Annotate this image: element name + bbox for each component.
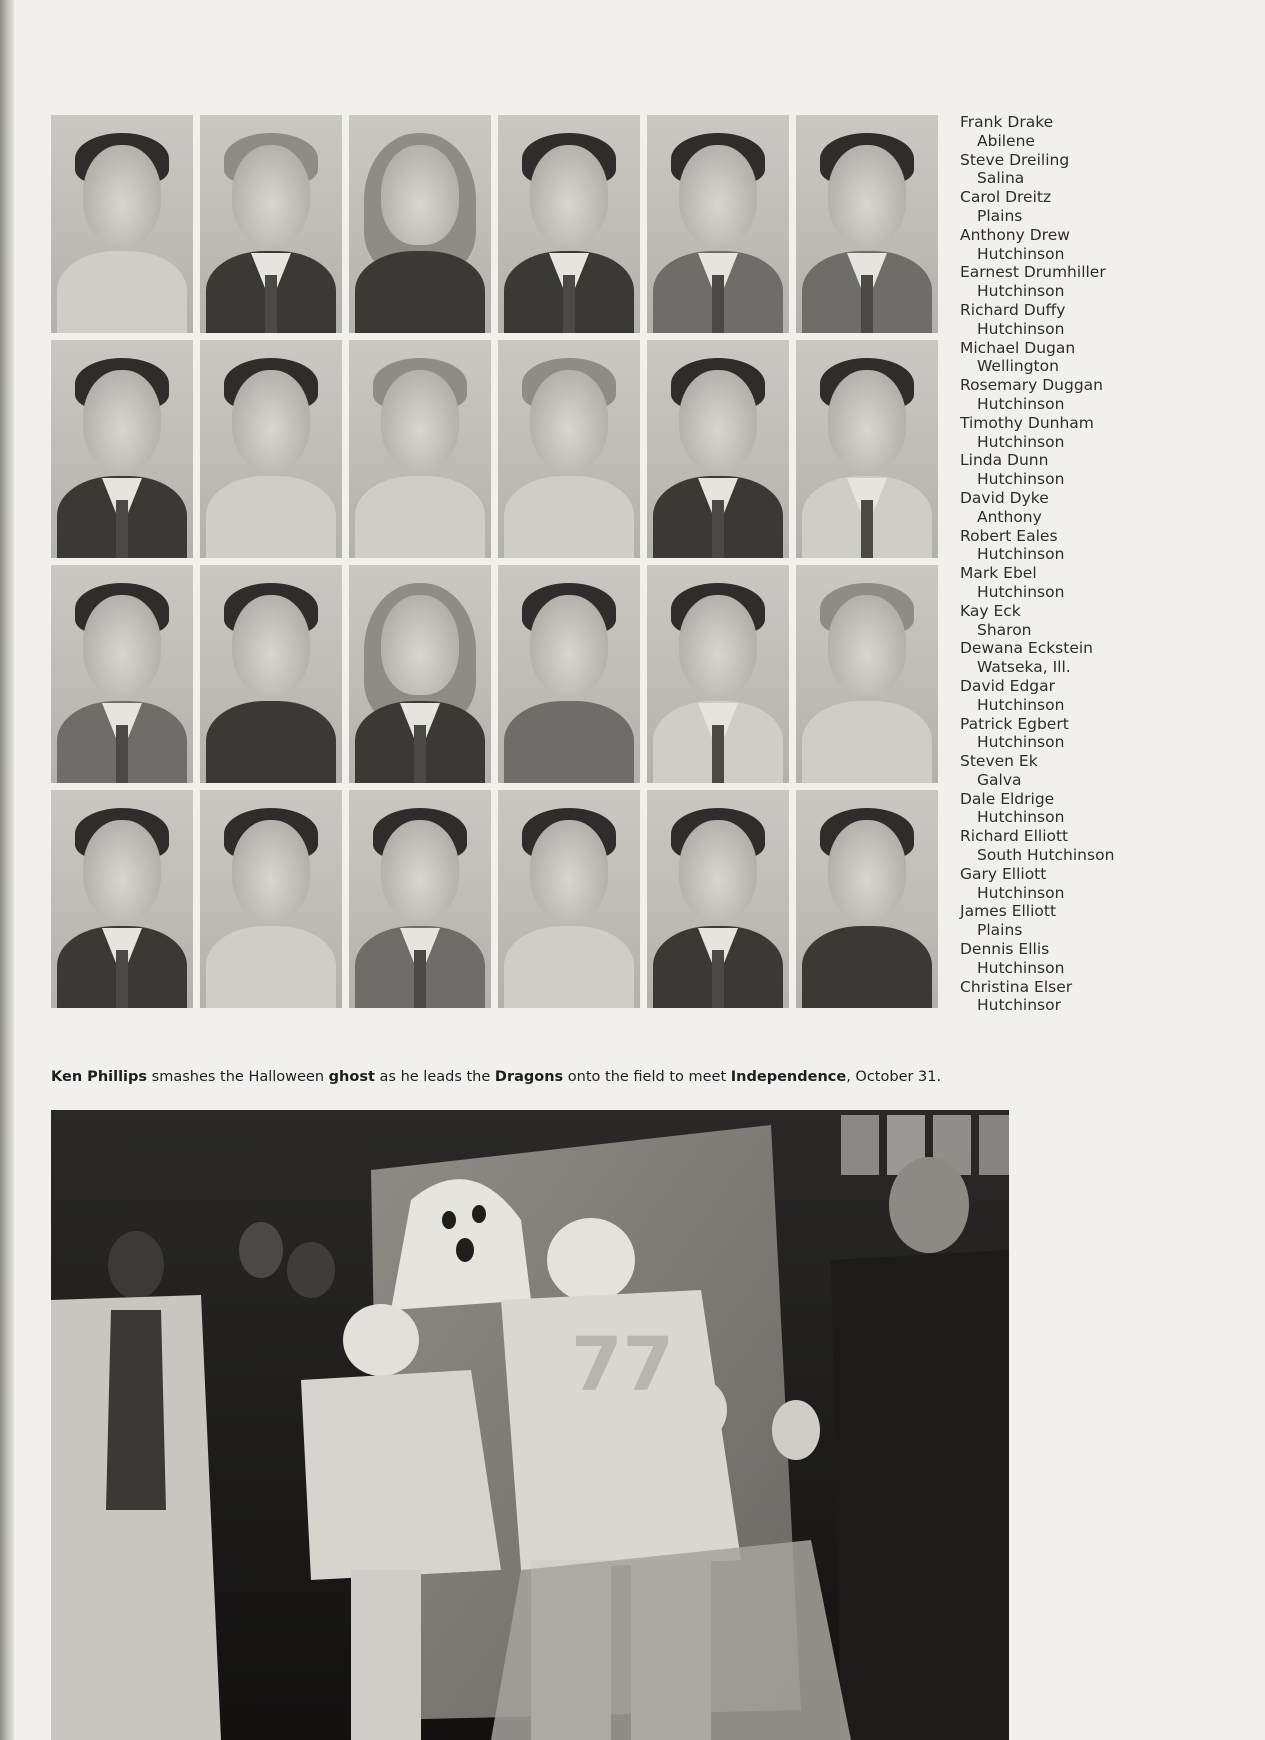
portrait-tie bbox=[712, 725, 724, 783]
student-entry bbox=[960, 752, 1260, 790]
student-name: Timothy Dunham bbox=[960, 413, 1094, 432]
student-portrait bbox=[498, 790, 640, 1008]
student-entry bbox=[960, 715, 1260, 753]
student-hometown: Hutchinson bbox=[977, 432, 1065, 451]
student-name: Carol Dreitz bbox=[960, 188, 1052, 207]
student-name: Kay Eck bbox=[960, 601, 1021, 620]
student-hometown: Hutchinson bbox=[977, 470, 1065, 489]
student-name: Dewana Eckstein bbox=[960, 639, 1094, 658]
student-entry bbox=[960, 639, 1260, 677]
portrait-clothing bbox=[504, 926, 634, 1008]
student-hometown: Sharon bbox=[977, 620, 1032, 639]
student-name-list bbox=[960, 113, 1260, 1015]
student-hometown: Salina bbox=[977, 169, 1025, 188]
student-hometown: Plains bbox=[977, 921, 1023, 940]
student-name: Rosemary Duggan bbox=[960, 376, 1103, 395]
portrait-tie bbox=[116, 500, 128, 558]
student-entry bbox=[960, 978, 1260, 1016]
student-portrait bbox=[200, 565, 342, 783]
student-name: David Edgar bbox=[960, 676, 1056, 695]
student-name: Dennis Ellis bbox=[960, 940, 1050, 959]
portrait-tie bbox=[712, 500, 724, 558]
portrait-clothing bbox=[355, 476, 485, 558]
portrait-face bbox=[679, 145, 757, 245]
portrait-grid bbox=[51, 115, 936, 1010]
caption-text-4: , October 31. bbox=[846, 1069, 942, 1085]
student-portrait bbox=[647, 790, 789, 1008]
student-name: Anthony Drew bbox=[960, 225, 1070, 244]
student-entry bbox=[960, 489, 1260, 527]
portrait-face bbox=[828, 595, 906, 695]
caption-text-2: as he leads the bbox=[374, 1069, 495, 1085]
student-name: Dale Eldrige bbox=[960, 789, 1055, 808]
torn-paper bbox=[491, 1540, 851, 1740]
portrait-clothing bbox=[57, 251, 187, 333]
student-hometown: Hutchinson bbox=[977, 282, 1065, 301]
student-entry bbox=[960, 263, 1260, 301]
helmet bbox=[675, 1380, 727, 1440]
student-entry bbox=[960, 151, 1260, 189]
portrait-tie bbox=[861, 275, 873, 333]
portrait-tie bbox=[414, 725, 426, 783]
portrait-clothing bbox=[206, 476, 336, 558]
student-entry bbox=[960, 113, 1260, 151]
portrait-face bbox=[530, 370, 608, 470]
caption-bold-1: Ken Phillips bbox=[51, 1069, 148, 1085]
student-entry bbox=[960, 677, 1260, 715]
student-portrait bbox=[498, 565, 640, 783]
student-portrait bbox=[51, 115, 193, 333]
student-hometown: Plains bbox=[977, 206, 1023, 225]
student-name: Gary Elliott bbox=[960, 864, 1047, 883]
portrait-face bbox=[83, 145, 161, 245]
portrait-tie bbox=[116, 725, 128, 783]
student-portrait bbox=[349, 340, 491, 558]
student-hometown: Galva bbox=[977, 770, 1022, 789]
student-name: Steve Dreiling bbox=[960, 150, 1070, 169]
student-hometown: South Hutchinson bbox=[977, 846, 1115, 865]
caption-text-3: onto the field to meet bbox=[563, 1069, 731, 1085]
student-hometown: Hutchinson bbox=[977, 394, 1065, 413]
student-portrait bbox=[51, 790, 193, 1008]
student-entry bbox=[960, 376, 1260, 414]
portrait-face bbox=[83, 595, 161, 695]
student-name: Linda Dunn bbox=[960, 451, 1049, 470]
portrait-face bbox=[530, 820, 608, 920]
student-entry bbox=[960, 339, 1260, 377]
student-hometown: Hutchinsor bbox=[977, 996, 1061, 1015]
student-name: Robert Eales bbox=[960, 526, 1058, 545]
student-entry bbox=[960, 188, 1260, 226]
portrait-tie bbox=[712, 950, 724, 1008]
portrait-face bbox=[828, 370, 906, 470]
student-name: Mark Ebel bbox=[960, 564, 1037, 583]
student-hometown: Hutchinson bbox=[977, 545, 1065, 564]
student-portrait bbox=[498, 115, 640, 333]
portrait-face bbox=[83, 820, 161, 920]
student-hometown: Hutchinson bbox=[977, 808, 1065, 827]
student-name: David Dyke bbox=[960, 488, 1049, 507]
student-portrait bbox=[498, 340, 640, 558]
portrait-face bbox=[828, 820, 906, 920]
jersey-number: 77 bbox=[571, 1322, 674, 1408]
student-portrait bbox=[349, 115, 491, 333]
portrait-face bbox=[530, 145, 608, 245]
portrait-clothing bbox=[504, 701, 634, 783]
student-entry bbox=[960, 414, 1260, 452]
caption-text-1: smashes the Halloween bbox=[147, 1069, 329, 1085]
portrait-face bbox=[679, 820, 757, 920]
portrait-face bbox=[232, 145, 310, 245]
student-portrait bbox=[796, 790, 938, 1008]
student-entry bbox=[960, 301, 1260, 339]
portrait-face bbox=[232, 370, 310, 470]
football-action-photo bbox=[51, 1110, 1009, 1740]
student-portrait bbox=[200, 115, 342, 333]
caption-bold-2: ghost bbox=[328, 1069, 375, 1085]
portrait-face bbox=[679, 370, 757, 470]
portrait-tie bbox=[712, 275, 724, 333]
portrait-face bbox=[679, 595, 757, 695]
portrait-tie bbox=[116, 950, 128, 1008]
student-name: Frank Drake bbox=[960, 113, 1054, 131]
student-hometown: Hutchinson bbox=[977, 733, 1065, 752]
student-portrait bbox=[796, 340, 938, 558]
portrait-clothing bbox=[206, 701, 336, 783]
student-portrait bbox=[51, 565, 193, 783]
student-name: Patrick Egbert bbox=[960, 714, 1069, 733]
student-hometown: Hutchinson bbox=[977, 582, 1065, 601]
helmet bbox=[772, 1400, 820, 1460]
portrait-face bbox=[232, 595, 310, 695]
student-entry bbox=[960, 527, 1260, 565]
portrait-face bbox=[381, 370, 459, 470]
portrait-face bbox=[530, 595, 608, 695]
student-hometown: Hutchinson bbox=[977, 695, 1065, 714]
student-name: Richard Duffy bbox=[960, 300, 1066, 319]
student-hometown: Watseka, Ill. bbox=[977, 658, 1071, 677]
spectator-left bbox=[51, 1231, 221, 1740]
student-entry bbox=[960, 865, 1260, 903]
student-portrait bbox=[796, 565, 938, 783]
portrait-clothing bbox=[802, 926, 932, 1008]
student-entry bbox=[960, 564, 1260, 602]
student-name: Christina Elser bbox=[960, 977, 1073, 996]
student-hometown: Anthony bbox=[977, 507, 1042, 526]
student-portrait bbox=[796, 115, 938, 333]
student-entry bbox=[960, 451, 1260, 489]
student-portrait bbox=[647, 565, 789, 783]
photo-caption bbox=[51, 1067, 1051, 1087]
crowd-figure bbox=[239, 1222, 283, 1278]
student-entry bbox=[960, 902, 1260, 940]
student-hometown: Wellington bbox=[977, 357, 1059, 376]
student-portrait bbox=[647, 115, 789, 333]
caption-bold-4: Independence bbox=[730, 1069, 847, 1085]
portrait-tie bbox=[265, 275, 277, 333]
student-entry bbox=[960, 827, 1260, 865]
portrait-clothing bbox=[504, 476, 634, 558]
student-hometown: Hutchinson bbox=[977, 883, 1065, 902]
caption-bold-3: Dragons bbox=[494, 1069, 564, 1085]
portrait-tie bbox=[414, 950, 426, 1008]
student-name: James Elliott bbox=[960, 902, 1057, 921]
student-name: Michael Dugan bbox=[960, 338, 1076, 357]
student-entry bbox=[960, 602, 1260, 640]
crowd-figure bbox=[287, 1242, 335, 1298]
binding-edge bbox=[0, 0, 14, 1740]
portrait-clothing bbox=[355, 251, 485, 333]
portrait-tie bbox=[861, 500, 873, 558]
portrait-face bbox=[828, 145, 906, 245]
student-name: Steven Ek bbox=[960, 752, 1038, 771]
portrait-clothing bbox=[802, 701, 932, 783]
student-hometown: Abilene bbox=[977, 131, 1035, 150]
portrait-face bbox=[381, 820, 459, 920]
portrait-face bbox=[83, 370, 161, 470]
portrait-face bbox=[381, 145, 459, 245]
action-photo-drawing bbox=[51, 1110, 1009, 1740]
portrait-face bbox=[381, 595, 459, 695]
student-portrait bbox=[647, 340, 789, 558]
student-portrait bbox=[349, 790, 491, 1008]
portrait-face bbox=[232, 820, 310, 920]
student-hometown: Hutchinson bbox=[977, 958, 1065, 977]
student-entry bbox=[960, 226, 1260, 264]
student-entry bbox=[960, 940, 1260, 978]
student-entry bbox=[960, 790, 1260, 828]
portrait-tie bbox=[563, 275, 575, 333]
student-portrait bbox=[200, 340, 342, 558]
student-hometown: Hutchinson bbox=[977, 244, 1065, 263]
student-portrait bbox=[200, 790, 342, 1008]
student-portrait bbox=[51, 340, 193, 558]
portrait-clothing bbox=[206, 926, 336, 1008]
student-hometown: Hutchinson bbox=[977, 319, 1065, 338]
student-portrait bbox=[349, 565, 491, 783]
student-name: Richard Elliott bbox=[960, 827, 1069, 846]
student-name: Earnest Drumhiller bbox=[960, 263, 1106, 282]
